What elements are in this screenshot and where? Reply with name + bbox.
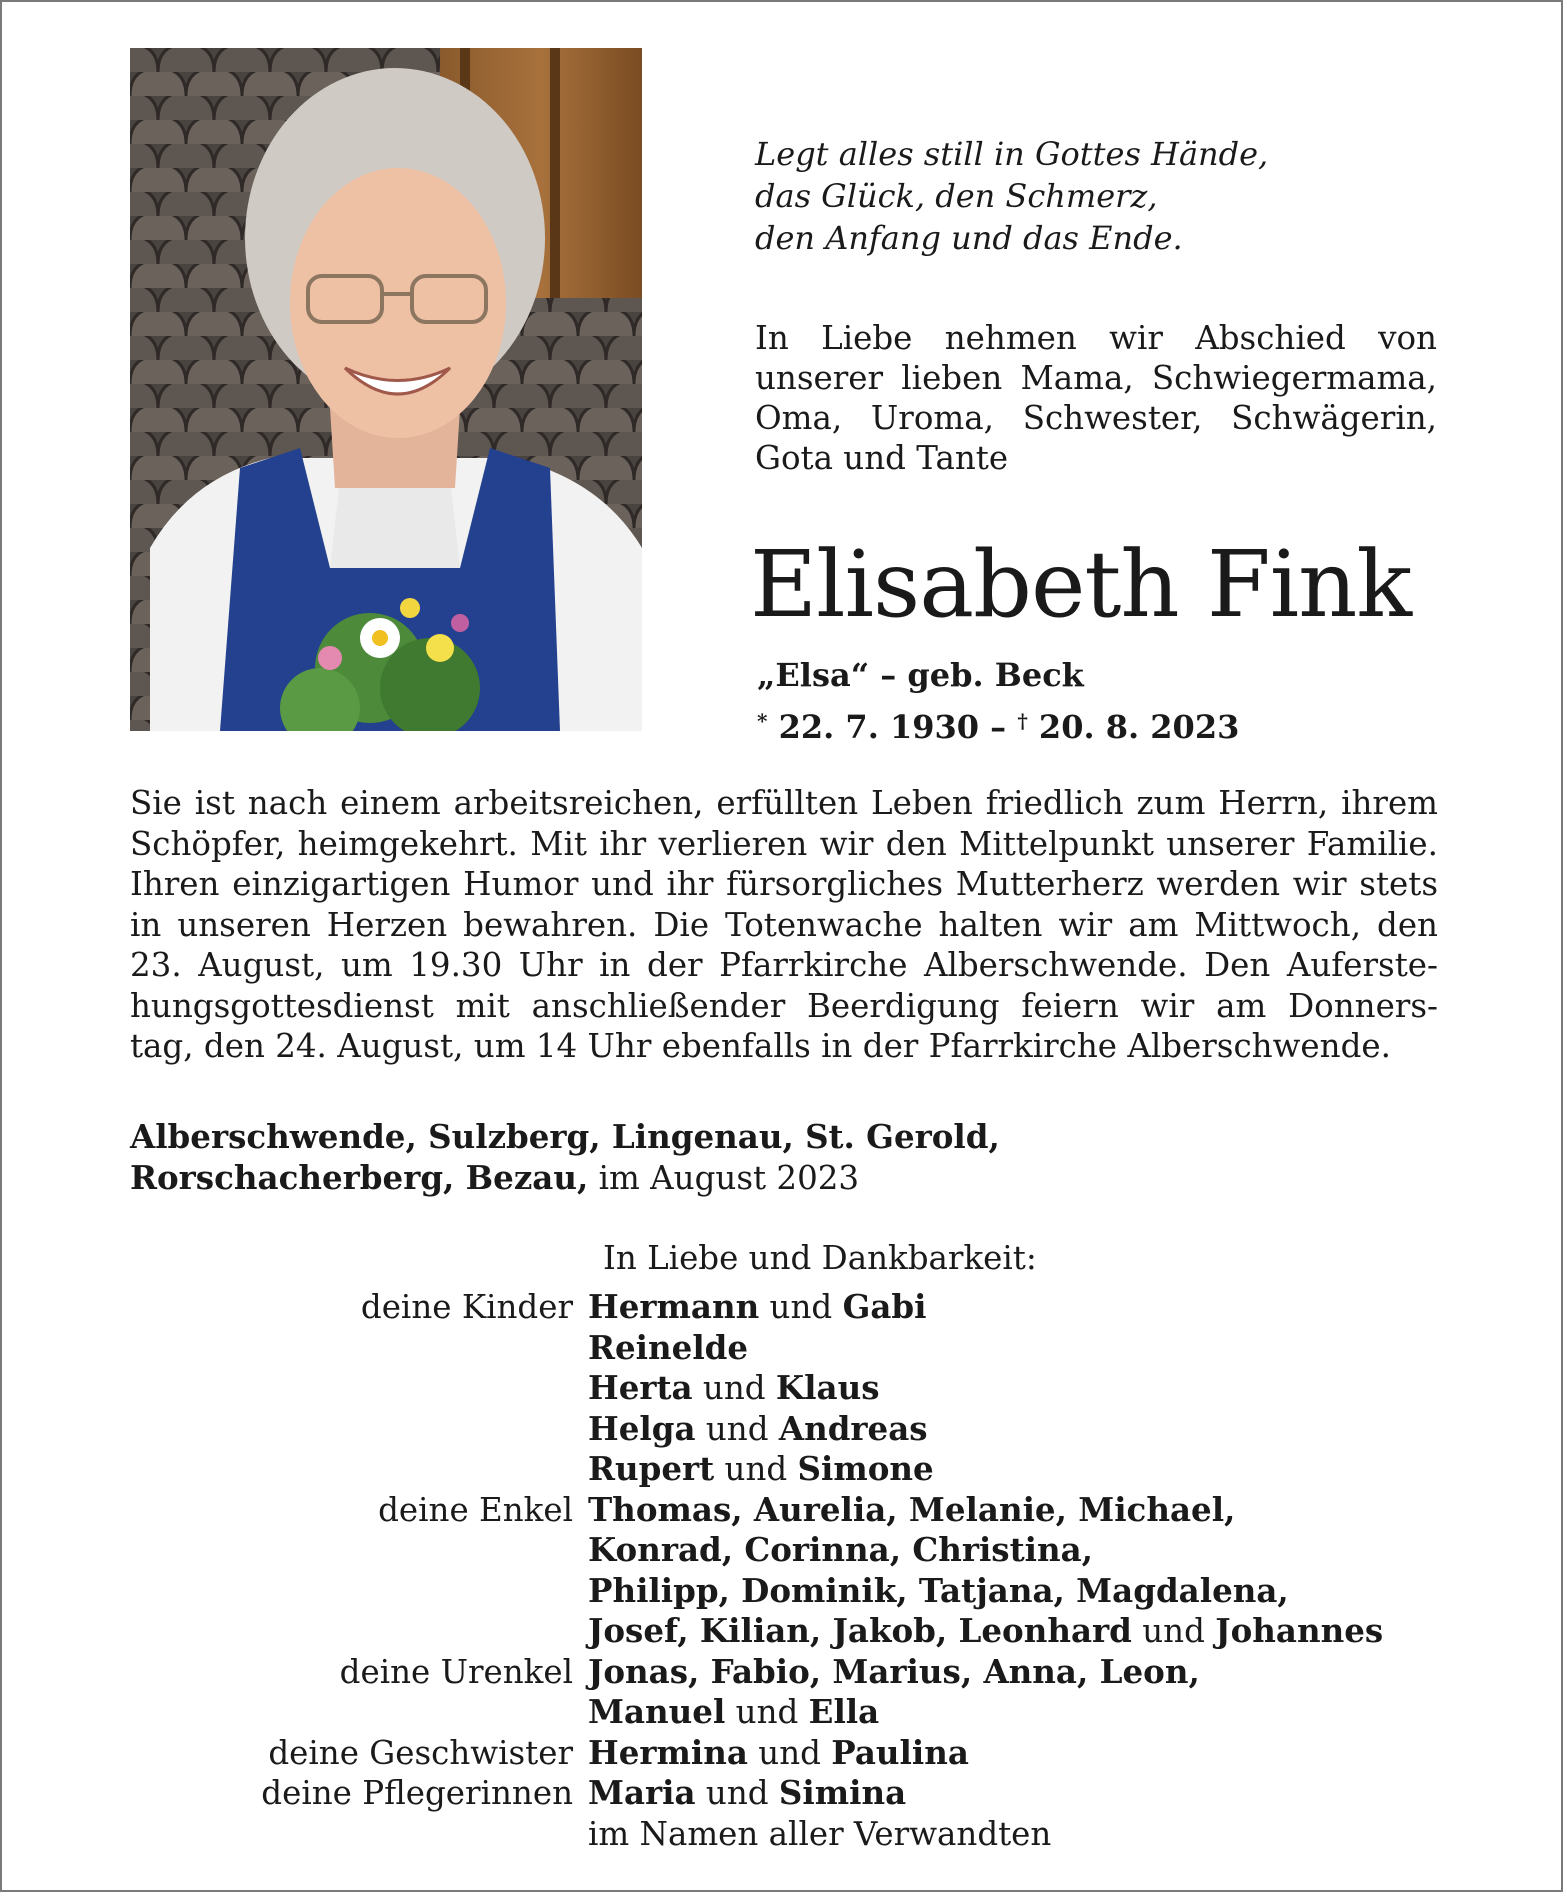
family-row xyxy=(0,1328,1567,1369)
family-member-name: Rupert xyxy=(588,1449,715,1488)
family-member-name: Jonas, Fabio, Marius, Anna, Leon, xyxy=(588,1651,1200,1691)
family-relation-label: deine Geschwister xyxy=(268,1733,573,1772)
text-line: tag, den 24. August, um 14 Uhr ebenfalls in der Pfarrkirche Alberschwende. xyxy=(130,1027,1391,1065)
connector-text: im Namen aller Verwandten xyxy=(588,1814,1052,1853)
death-date: 20. 8. 2023 xyxy=(1038,708,1240,746)
family-member-name: Herta xyxy=(588,1368,693,1407)
text-line: 23. August, um 19.30 Uhr in der Pfarrkirche Alberschwende. Den Auferste- xyxy=(130,946,1438,984)
verse-line: den Anfang und das Ende. xyxy=(755,219,1183,257)
family-row xyxy=(0,1368,1567,1409)
family-names xyxy=(588,1773,906,1814)
family-member-name: Paulina xyxy=(831,1732,969,1772)
family-relation-label xyxy=(0,1368,588,1409)
family-member-name: Andreas xyxy=(778,1408,928,1448)
family-row xyxy=(0,1652,1567,1693)
family-member-name: Helga xyxy=(588,1408,696,1448)
family-names xyxy=(588,1611,1383,1652)
verse-line: Legt alles still in Gottes Hände, xyxy=(755,135,1269,173)
family-row xyxy=(0,1287,1567,1328)
month-year: im August 2023 xyxy=(598,1158,860,1197)
family-relation-label xyxy=(0,1814,588,1855)
text-line: in unseren Herzen bewahren. Die Totenwache halten wir am Mittwoch, den xyxy=(130,905,1438,944)
death-symbol: † xyxy=(1017,709,1028,733)
connector-text: und xyxy=(692,1369,776,1407)
connector-text: und xyxy=(695,1409,779,1448)
connector-text: und xyxy=(714,1450,798,1488)
connector-text: und xyxy=(759,1288,843,1326)
date-separator: – xyxy=(990,708,1007,746)
family-names xyxy=(588,1652,1200,1693)
family-names xyxy=(588,1814,1051,1855)
places-bold: Rorschacherberg, Bezau, xyxy=(130,1157,589,1197)
family-relation-label xyxy=(0,1409,588,1450)
family-row xyxy=(0,1692,1567,1733)
deceased-name: Elisabeth Fink xyxy=(750,531,1412,638)
family-row xyxy=(0,1409,1567,1450)
portrait-photo xyxy=(130,48,642,731)
family-names xyxy=(588,1328,748,1369)
family-names xyxy=(588,1409,928,1450)
family-names xyxy=(588,1449,934,1490)
verse xyxy=(755,133,1435,259)
family-member-name: Philipp, Dominik, Tatjana, Magdalena, xyxy=(588,1570,1289,1610)
family-row xyxy=(0,1449,1567,1490)
family-member-name: Reinelde xyxy=(588,1327,749,1367)
family-relation-label: deine Pflegerinnen xyxy=(261,1774,573,1812)
portrait-image xyxy=(130,48,642,731)
verse-line: das Glück, den Schmerz, xyxy=(755,177,1158,215)
family-member-name: Ella xyxy=(808,1692,880,1731)
family-names xyxy=(588,1692,879,1733)
family-row xyxy=(0,1530,1567,1571)
farewell-intro: In Liebe nehmen wir Abschied von unserer lieben Mama, Schwiegermama, Oma, Uroma, Schwester, Schwägerin, Gota und Tante xyxy=(755,319,1437,477)
family-relation-label xyxy=(0,1692,588,1733)
family-relation-label xyxy=(0,1611,588,1652)
places-and-date xyxy=(130,1117,1130,1198)
text-line: Ihren einzigartigen Humor und ihr fürsorgliches Mutterherz werden wir stets xyxy=(130,865,1438,903)
text-line: hungsgottesdienst mit anschließender Beerdigung feiern wir am Donners- xyxy=(130,986,1438,1025)
family-row xyxy=(0,1773,1567,1814)
signoff: In Liebe und Dankbarkeit: xyxy=(603,1239,1037,1277)
family-row xyxy=(0,1733,1567,1774)
text-line: Sie ist nach einem arbeitsreichen, erfüllten Leben friedlich zum Herrn, ihrem xyxy=(130,784,1438,822)
family-relation-label xyxy=(0,1530,588,1571)
family-member-name: Gabi xyxy=(842,1287,927,1326)
birth-date: 22. 7. 1930 xyxy=(778,708,980,746)
family-names xyxy=(588,1287,926,1328)
connector-text: und xyxy=(695,1774,779,1812)
connector-text: und xyxy=(725,1693,809,1731)
places-line: Alberschwende, Sulzberg, Lingenau, St. Gerold, xyxy=(130,1117,1000,1156)
family-member-name: Hermina xyxy=(588,1732,748,1772)
places-line-2 xyxy=(130,1158,1130,1199)
family-names xyxy=(588,1490,1235,1531)
nickname-maiden-name: „Elsa“ – geb. Beck xyxy=(757,656,1084,694)
family-row xyxy=(0,1611,1567,1652)
family-member-name: Klaus xyxy=(775,1368,880,1407)
family-member-name: Simone xyxy=(797,1449,934,1488)
family-relation-label: deine Kinder xyxy=(360,1288,573,1326)
life-dates xyxy=(757,701,1239,747)
family-relation-label: deine Urenkel xyxy=(339,1652,573,1691)
family-member-name: Maria xyxy=(588,1773,696,1812)
family-member-name: Johannes xyxy=(1215,1611,1384,1650)
family-member-name: Simina xyxy=(778,1773,907,1812)
family-names xyxy=(588,1368,880,1409)
family-relation-label xyxy=(0,1328,588,1369)
family-row xyxy=(0,1490,1567,1531)
connector-text: und xyxy=(1131,1612,1216,1650)
family-member-name: Thomas, Aurelia, Melanie, Michael, xyxy=(588,1489,1236,1529)
family-names xyxy=(588,1571,1289,1612)
text-line: Schöpfer, heimgekehrt. Mit ihr verlieren wir den Mittelpunkt unserer Familie. xyxy=(130,824,1438,863)
family-relation-label: deine Enkel xyxy=(378,1490,573,1529)
connector-text: und xyxy=(747,1733,832,1772)
family-names xyxy=(588,1733,969,1774)
family-member-name: Manuel xyxy=(588,1692,726,1731)
family-member-name: Konrad, Corinna, Christina, xyxy=(588,1530,1093,1569)
family-relation-label xyxy=(0,1449,588,1490)
birth-symbol: * xyxy=(757,709,768,733)
family-relation-label xyxy=(0,1571,588,1612)
obituary-text xyxy=(130,783,1438,1067)
family-names xyxy=(588,1530,1093,1571)
family-row xyxy=(0,1814,1567,1855)
family-member-name: Josef, Kilian, Jakob, Leonhard xyxy=(588,1611,1132,1650)
family-list xyxy=(0,1287,1567,1854)
family-row xyxy=(0,1571,1567,1612)
family-member-name: Hermann xyxy=(588,1287,760,1326)
